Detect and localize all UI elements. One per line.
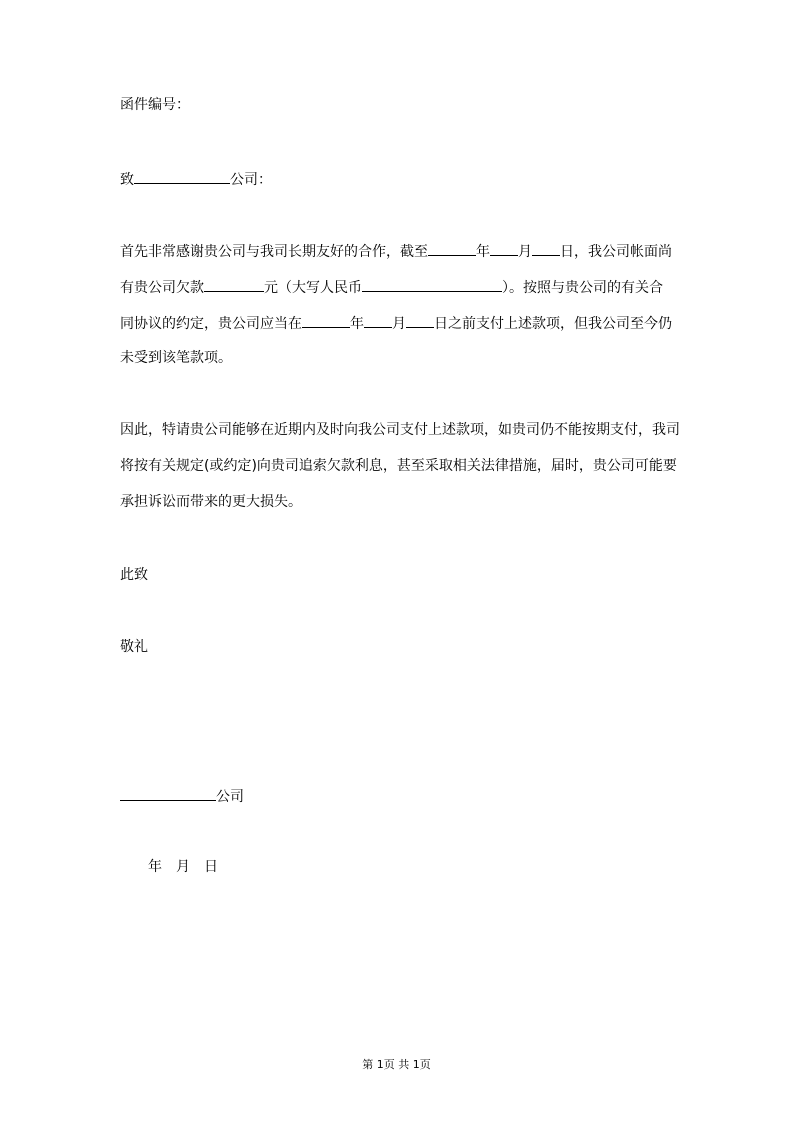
day-blank bbox=[532, 243, 560, 256]
closing-jing-li: 敬礼 bbox=[120, 639, 148, 655]
text: ，我公司帐面尚 bbox=[574, 244, 672, 260]
year-label: 年 bbox=[476, 244, 490, 260]
signature-company-blank bbox=[120, 788, 216, 801]
text: ）。按照与贵公司的有关合 bbox=[502, 280, 663, 296]
month-label: 月 bbox=[518, 244, 532, 260]
paragraph-2-line-2: 将按有关规定(或约定)向贵司追索欠款利息，甚至采取相关法律措施，届时，贵公司可能要 bbox=[120, 458, 677, 474]
signature-suffix: 公司 bbox=[216, 789, 244, 805]
due-day-blank bbox=[406, 315, 434, 328]
page-footer: 第 1页 共 1页 bbox=[362, 1058, 431, 1071]
date-line: 年 月 日 bbox=[148, 859, 218, 875]
text: 首先非常感谢贵公司与我司长期友好的合作，截至 bbox=[120, 244, 428, 260]
month-blank bbox=[490, 243, 518, 256]
year-blank bbox=[428, 243, 476, 256]
paragraph-2-line-1: 因此，特请贵公司能够在近期内及时向我公司支付上述款项，如贵司仍不能按期支付，我司 bbox=[120, 422, 680, 438]
due-month-blank bbox=[364, 315, 392, 328]
paragraph-1-line-1 bbox=[120, 243, 672, 259]
paragraph-1-line-3 bbox=[120, 315, 672, 331]
salutation-suffix: 公司： bbox=[230, 172, 272, 188]
text: 有贵公司欠款 bbox=[120, 280, 204, 296]
amount-words-blank bbox=[362, 279, 502, 292]
year-label: 年 bbox=[350, 316, 364, 332]
text: 日之前支付上述款项，但我公司至今仍 bbox=[434, 316, 672, 332]
closing-ci-zhi: 此致 bbox=[120, 567, 148, 583]
company-blank bbox=[134, 171, 230, 184]
due-year-blank bbox=[302, 315, 350, 328]
text: 元（大写人民币 bbox=[264, 280, 362, 296]
month-label: 月 bbox=[392, 316, 406, 332]
day-label: 日 bbox=[560, 244, 574, 260]
paragraph-1-line-4: 未受到该笔款项。 bbox=[120, 350, 232, 366]
salutation-prefix: 致 bbox=[120, 172, 134, 188]
signature-line bbox=[120, 788, 244, 804]
text: 同协议的约定，贵公司应当在 bbox=[120, 316, 302, 332]
salutation bbox=[120, 171, 272, 187]
paragraph-1-line-2 bbox=[120, 279, 663, 295]
letter-number-label: 函件编号： bbox=[120, 97, 190, 113]
paragraph-2-line-3: 承担诉讼而带来的更大损失。 bbox=[120, 494, 302, 510]
amount-blank bbox=[204, 279, 264, 292]
